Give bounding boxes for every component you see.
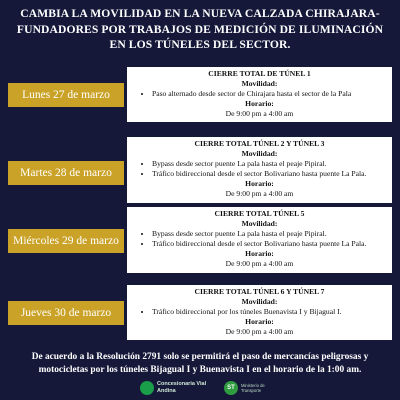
- list-item: • Tráfico bidireccional por los túneles Buenavista I y Bijagual I.: [152, 307, 387, 317]
- list-item: • Tráfico bidireccional desde el sector Bolivariano hasta puente La Pala.: [152, 239, 387, 249]
- concesionaria-logo: [140, 380, 212, 398]
- horario-label: Horario:: [245, 317, 274, 326]
- day-badge: Jueves 30 de marzo: [8, 301, 124, 325]
- ministerio-logo-icon: ST: [224, 381, 238, 395]
- logos: [140, 380, 270, 398]
- closure-card: [127, 137, 392, 203]
- list-item: • Bypass desde sector puente La pala hasta el peaje Pipiral.: [152, 229, 387, 239]
- closure-card: [127, 207, 392, 273]
- closure-heading: CIERRE TOTAL TÚNEL 6 Y TÚNEL 7: [194, 287, 325, 296]
- movilidad-label: Movilidad:: [241, 297, 278, 306]
- footer-note: De acuerdo a la Resolución 2791 solo se permitirá el paso de mercancías peligrosas y motocicletas por los túneles Bijagual I y Buenavista I en el horario de la 1:00 am.: [31, 352, 369, 375]
- list-item: • Paso alternado desde sector de Chirajara hasta el sector de la Pala: [152, 89, 387, 99]
- movilidad-list: [132, 307, 387, 317]
- movilidad-list: [132, 159, 387, 179]
- day-badge: Miércoles 29 de marzo: [8, 229, 124, 253]
- movilidad-label: Movilidad:: [241, 149, 278, 158]
- day-badge: Martes 28 de marzo: [8, 161, 124, 185]
- horario-label: Horario:: [245, 249, 274, 258]
- concesionaria-logo-icon: [140, 381, 154, 395]
- horario-label: Horario:: [245, 179, 274, 188]
- closure-card: [127, 285, 392, 340]
- day-badge: Lunes 27 de marzo: [8, 83, 124, 107]
- movilidad-list: [132, 89, 387, 99]
- movilidad-list: [132, 229, 387, 249]
- closure-heading: CIERRE TOTAL TÚNEL 2 Y TÚNEL 3: [194, 139, 325, 148]
- list-item: • Tráfico bidireccional desde el sector Bolivariano hasta puente La Pala.: [152, 169, 387, 179]
- list-item: • Bypass desde sector puente La pala hasta el peaje Pipiral.: [152, 159, 387, 169]
- horario-value: De 9:00 pm a 4:00 am: [225, 327, 294, 336]
- horario-value: De 9:00 pm a 4:00 am: [225, 259, 294, 268]
- closure-card: [127, 67, 392, 122]
- closure-heading: CIERRE TOTAL DE TÚNEL 1: [208, 69, 311, 78]
- concesionaria-logo-text: Concesionaria Vial Andina: [157, 381, 207, 394]
- ministerio-logo-text: Ministerio de Transporte: [241, 383, 265, 393]
- movilidad-label: Movilidad:: [241, 219, 278, 228]
- movilidad-label: Movilidad:: [241, 79, 278, 88]
- closure-heading: CIERRE TOTAL TÚNEL 5: [214, 209, 305, 218]
- ministerio-logo: [224, 380, 270, 398]
- horario-label: Horario:: [245, 99, 274, 108]
- horario-value: De 9:00 pm a 4:00 am: [225, 109, 294, 118]
- page-title: CAMBIA LA MOVILIDAD EN LA NUEVA CALZADA CHIRAJARA-FUNDADORES POR TRABAJOS DE MEDICIÓN DE ILUMINACIÓN EN LOS TÚNELES DEL SECTOR.: [16, 7, 384, 51]
- horario-value: De 9:00 pm a 4:00 am: [225, 189, 294, 198]
